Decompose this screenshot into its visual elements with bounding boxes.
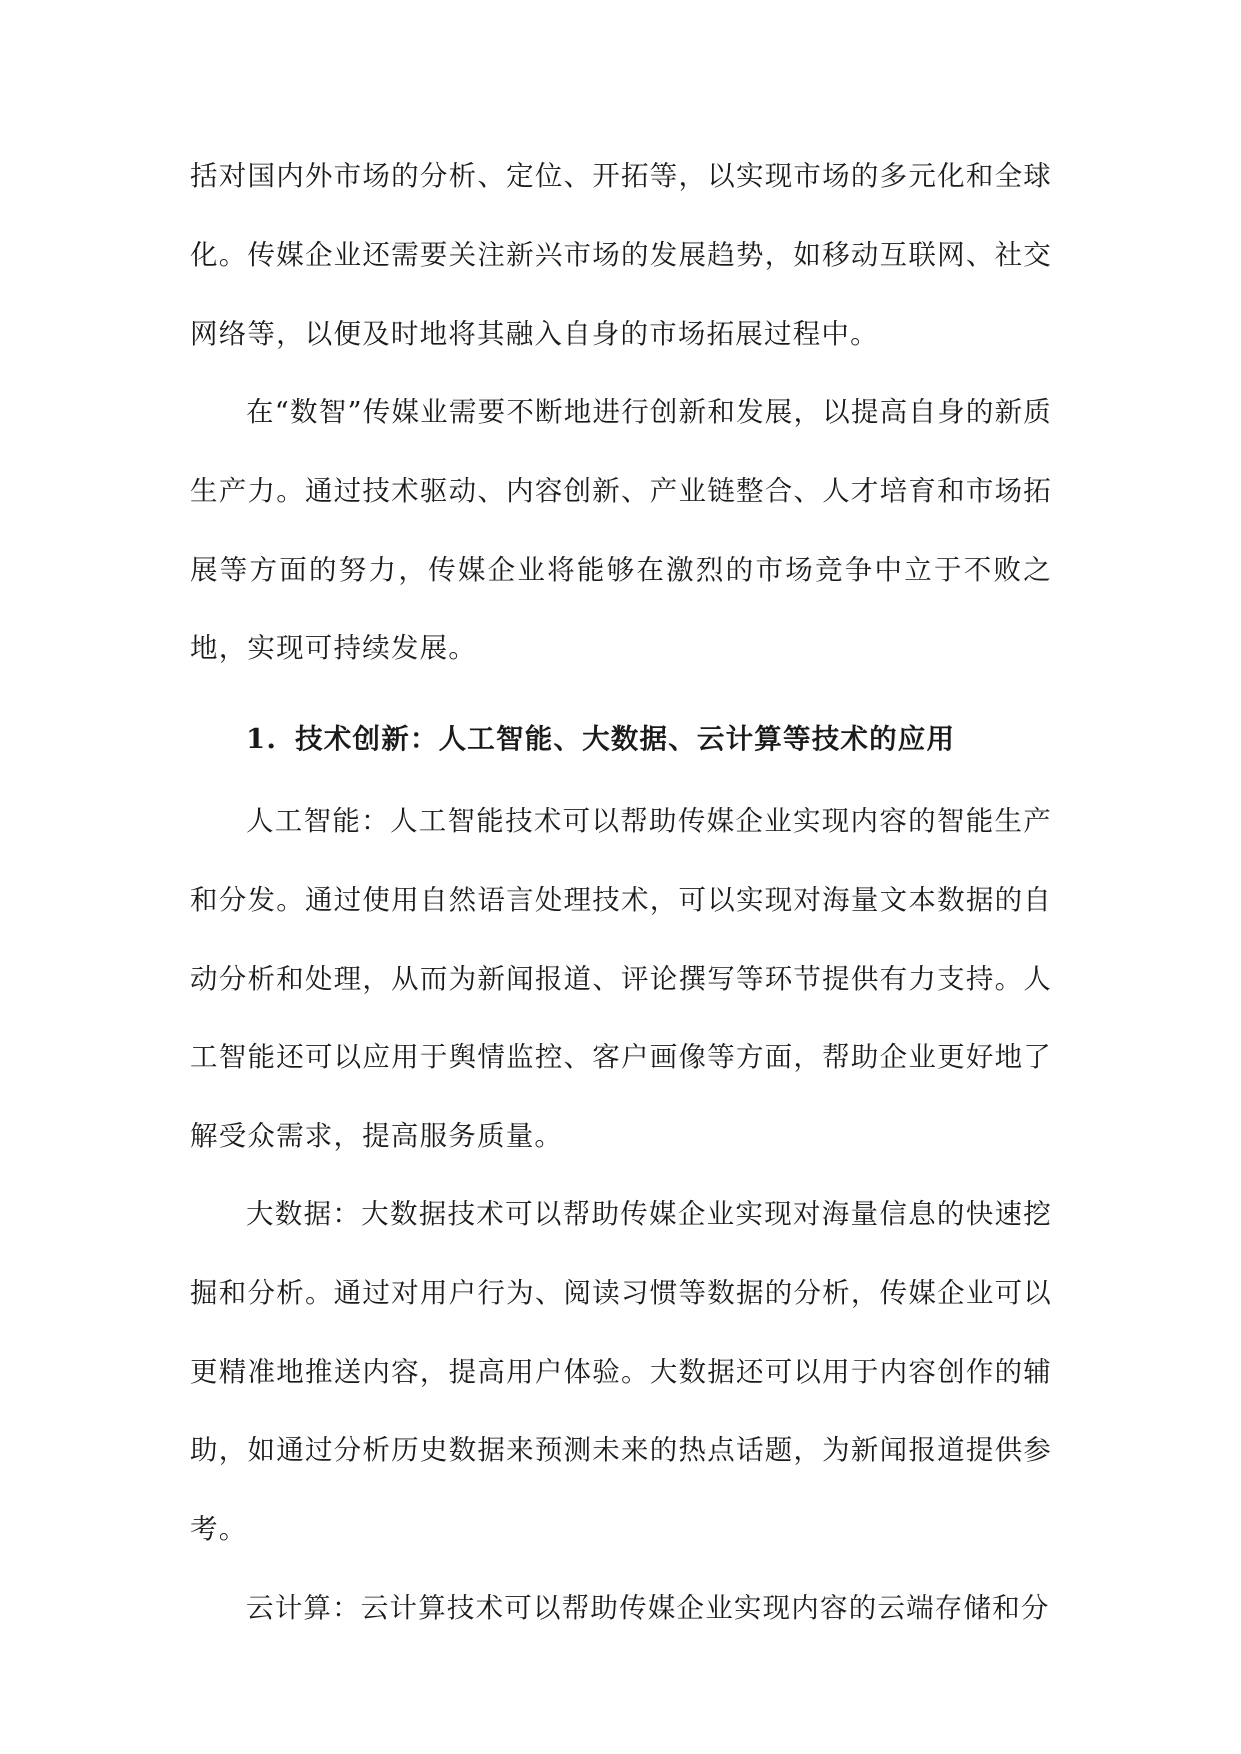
section-heading-number: 1. [246,723,278,755]
section-heading-text: 技术创新：人工智能、大数据、云计算等技术的应用 [295,723,956,755]
section-heading [246,700,1052,779]
paragraph-market-expansion: 括对国内外市场的分析、定位、开拓等，以实现市场的多元化和全球化。传媒企业还需要关注新兴市场的发展趋势，如移动互联网、社交网络等，以便及时地将其融入自身的市场拓展过程中。 [190,160,1052,350]
paragraph-summary: 在“数智”传媒业需要不断地进行创新和发展，以提高自身的新质生产力。通过技术驱动、内容创新、产业链整合、人才培育和市场拓展等方面的努力，传媒企业将能够在激烈的市场竞争中立于不败之地，实现可持续发展。 [190,396,1052,665]
paragraph-big-data: 大数据：大数据技术可以帮助传媒企业实现对海量信息的快速挖掘和分析。通过对用户行为、阅读习惯等数据的分析，传媒企业可以更精准地推送内容，提高用户体验。大数据还可以用于内容创作的辅助，如通过分析历史数据来预测未来的热点话题，为新闻报道提供参考。 [190,1198,1052,1546]
paragraph-artificial-intelligence: 人工智能：人工智能技术可以帮助传媒企业实现内容的智能生产和分发。通过使用自然语言处理技术，可以实现对海量文本数据的自动分析和处理，从而为新闻报道、评论撰写等环节提供有力支持。人工智能还可以应用于舆情监控、客户画像等方面，帮助企业更好地了解受众需求，提高服务质量。 [190,805,1052,1153]
paragraph-cloud-computing: 云计算：云计算技术可以帮助传媒企业实现内容的云端存储和分 [246,1592,1050,1624]
